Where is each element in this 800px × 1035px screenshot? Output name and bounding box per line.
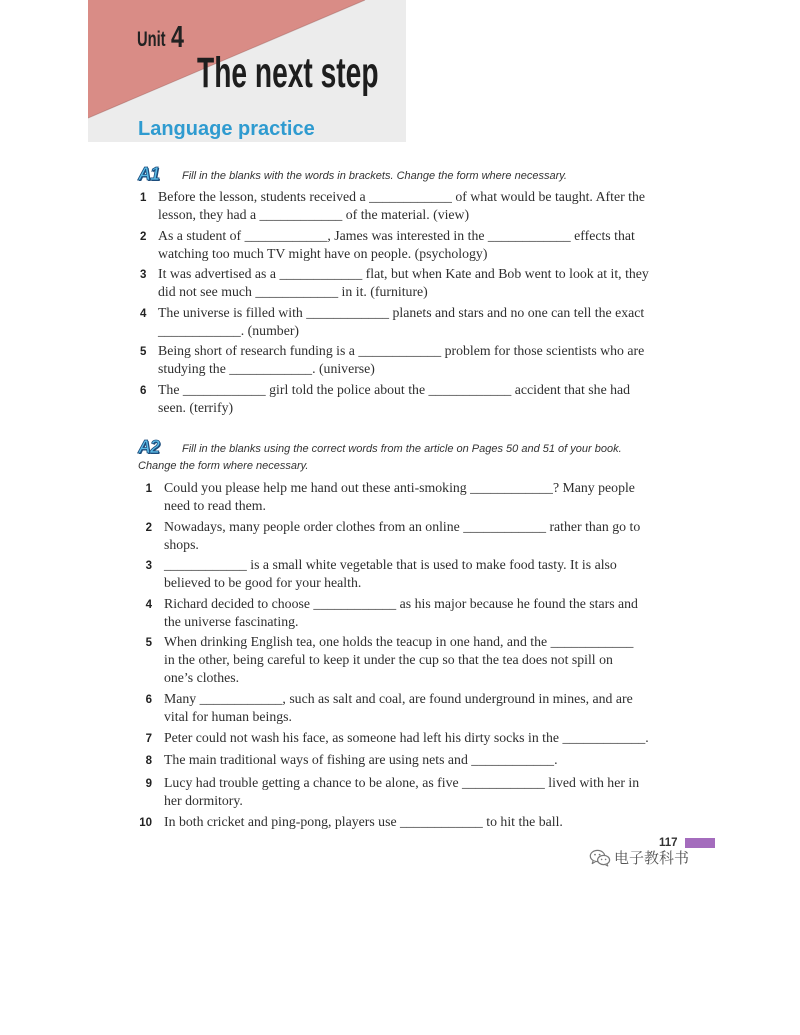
item-text bbox=[152, 690, 633, 726]
page-title: The next step bbox=[197, 49, 379, 97]
item-line: lesson, they had a ____________ of the material. (view) bbox=[158, 206, 470, 222]
exercise-item bbox=[138, 265, 649, 301]
item-line: It was advertised as a ____________ flat, but when Kate and Bob went to look at it, they bbox=[158, 266, 649, 282]
exercise-badge-a2: A2 bbox=[138, 437, 160, 457]
unit-number: 4 bbox=[171, 19, 184, 54]
item-line: the universe fascinating. bbox=[164, 613, 299, 629]
unit-label: Unit bbox=[137, 28, 166, 51]
item-number: 8 bbox=[145, 755, 152, 768]
exercise-item bbox=[136, 633, 649, 687]
item-number: 7 bbox=[145, 732, 152, 745]
item-line: need to read them. bbox=[164, 497, 266, 513]
item-number: 1 bbox=[140, 192, 147, 204]
item-text bbox=[152, 633, 633, 687]
item-line: Peter could not wash his face, as someone had left his dirty socks in the ____________. bbox=[164, 729, 649, 745]
item-number: 3 bbox=[145, 560, 152, 573]
item-text bbox=[152, 595, 638, 631]
item-text bbox=[158, 227, 635, 263]
exercise-item bbox=[138, 227, 649, 263]
item-number: 5 bbox=[140, 346, 147, 359]
item-text bbox=[152, 729, 649, 747]
item-text bbox=[158, 265, 649, 301]
item-text bbox=[152, 479, 635, 515]
item-line: The universe is filled with ____________ planets and stars and no one can tell the exact bbox=[158, 304, 645, 320]
exercise-item bbox=[136, 813, 649, 833]
item-text bbox=[158, 342, 644, 378]
item-line: one’s clothes. bbox=[164, 670, 240, 686]
exercise-item bbox=[136, 518, 649, 554]
exercise-instruction: Change the form where necessary. bbox=[138, 460, 309, 472]
exercise-instruction: Fill in the blanks with the words in brackets. Change the form where necessary. bbox=[182, 170, 567, 182]
page-number: 117 bbox=[659, 837, 678, 849]
item-line: did not see much ____________ in it. (furniture) bbox=[158, 284, 428, 300]
item-number: 2 bbox=[145, 521, 152, 534]
exercise-instruction: Fill in the blanks using the correct words from the article on Pages 50 and 51 of your book. bbox=[182, 443, 622, 455]
item-number: 6 bbox=[145, 693, 152, 706]
item-line: Could you please help me hand out these anti-smoking ____________? Many people bbox=[164, 480, 635, 495]
item-line: As a student of ____________, James was interested in the ____________ effects that bbox=[158, 227, 635, 243]
item-number: 5 bbox=[145, 637, 152, 650]
exercise-item bbox=[136, 556, 649, 592]
item-number: 1 bbox=[145, 483, 152, 495]
item-line: her dormitory. bbox=[164, 792, 243, 808]
item-text bbox=[158, 304, 644, 340]
item-number: 3 bbox=[140, 269, 147, 282]
exercise-item bbox=[138, 304, 649, 340]
exercise-item bbox=[136, 479, 649, 515]
item-line: The main traditional ways of fishing are using nets and ____________. bbox=[164, 752, 558, 768]
exercise-item bbox=[138, 342, 649, 378]
exercise-item bbox=[136, 595, 649, 631]
item-number: 4 bbox=[140, 307, 147, 320]
item-text bbox=[158, 188, 645, 224]
exercise-item bbox=[138, 188, 649, 224]
item-line: Being short of research funding is a ____________ problem for those scientists who are bbox=[158, 343, 645, 359]
item-text bbox=[152, 751, 558, 769]
item-number: 10 bbox=[139, 816, 152, 829]
item-line: Many ____________, such as salt and coal, are found underground in mines, and are bbox=[164, 690, 633, 706]
page-number-bar bbox=[685, 838, 715, 848]
item-line: seen. (terrify) bbox=[158, 399, 234, 415]
item-text bbox=[152, 813, 563, 831]
item-text bbox=[152, 518, 640, 554]
exercise-item bbox=[136, 690, 649, 726]
item-line: ____________. (number) bbox=[158, 322, 300, 338]
exercise-item bbox=[136, 751, 649, 771]
item-line: studying the ____________. (universe) bbox=[158, 361, 375, 377]
item-line: Nowadays, many people order clothes from an online ____________ rather than go to bbox=[164, 518, 641, 534]
item-line: When drinking English tea, one holds the teacup in one hand, and the ____________ bbox=[164, 634, 634, 650]
item-number: 2 bbox=[140, 230, 147, 243]
exercise-a2-items bbox=[136, 479, 649, 835]
item-line: believed to be good for your health. bbox=[164, 575, 362, 591]
item-line: in the other, being careful to keep it under the cup so that the tea does not spill on bbox=[164, 652, 613, 668]
watermark-text: 电子教科书 bbox=[614, 849, 690, 867]
exercise-item bbox=[136, 774, 649, 810]
item-line: The ____________ girl told the police about the ____________ accident that she had bbox=[158, 382, 631, 398]
item-text bbox=[158, 381, 630, 417]
exercise-item bbox=[136, 729, 649, 749]
item-text bbox=[152, 774, 639, 810]
item-line: vital for human beings. bbox=[164, 708, 292, 724]
item-number: 4 bbox=[145, 598, 152, 611]
wechat-icon bbox=[589, 849, 611, 867]
item-text bbox=[152, 556, 617, 592]
exercise-item bbox=[138, 381, 649, 417]
item-number: 9 bbox=[145, 777, 152, 790]
item-line: watching too much TV might have on people. (psychology) bbox=[158, 245, 488, 261]
item-line: Richard decided to choose ____________ as his major because he found the stars and bbox=[164, 595, 638, 611]
item-line: In both cricket and ping-pong, players use ____________ to hit the ball. bbox=[164, 813, 563, 829]
item-line: Before the lesson, students received a ____________ of what would be taught. After the bbox=[158, 189, 645, 204]
exercise-badge-a1: A1 bbox=[138, 164, 160, 184]
item-line: shops. bbox=[164, 536, 199, 552]
item-line: Lucy had trouble getting a chance to be alone, as five ____________ lived with her in bbox=[164, 774, 640, 790]
exercise-a1-items bbox=[138, 188, 649, 420]
item-number: 6 bbox=[140, 385, 147, 398]
item-line: ____________ is a small white vegetable that is used to make food tasty. It is also bbox=[164, 557, 617, 573]
section-title: Language practice bbox=[138, 118, 315, 140]
